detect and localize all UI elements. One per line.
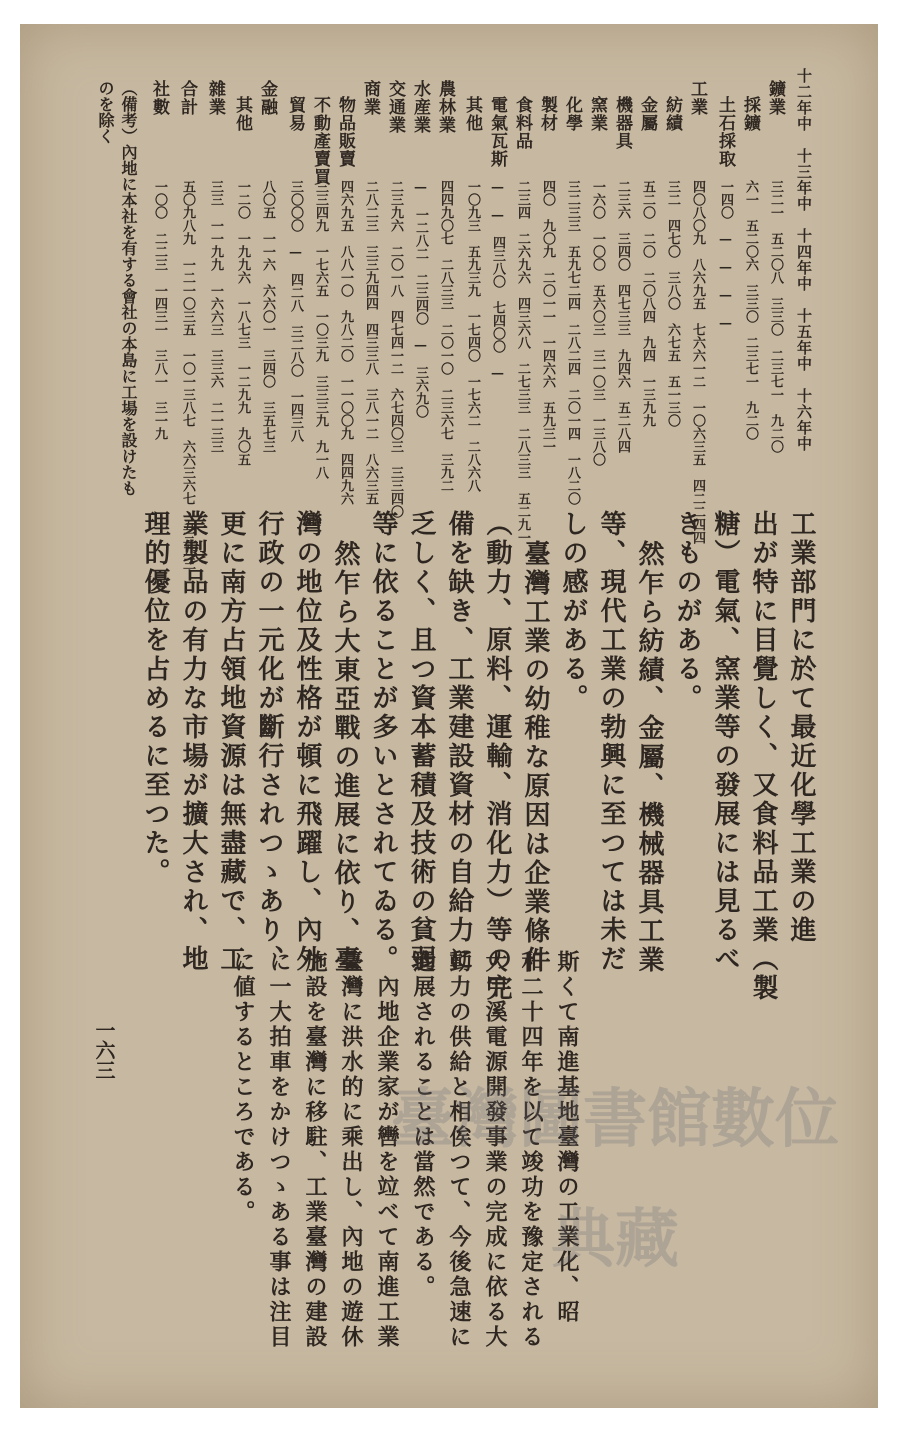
library-watermark: 臺灣圖書館數位典藏 xyxy=(391,1082,839,1277)
table-row xyxy=(175,80,200,570)
row-label: 水産業 xyxy=(410,80,430,134)
text-line: しの感がある。 xyxy=(558,510,588,713)
text-line: 施設を臺灣に移駐、工業臺灣の建設 xyxy=(302,950,328,1350)
row-label: 其他 xyxy=(462,96,482,132)
text-line: 糖）電氣、窯業等の發展には見るべ xyxy=(710,510,740,974)
table-row xyxy=(433,80,458,492)
row-values: 三三 一一九九 一六六三 三三六 二一三三 xyxy=(208,180,223,453)
text-line: 然乍ら大東亞戰の進展に依り、臺 xyxy=(330,540,360,975)
row-label: 雜業 xyxy=(205,80,225,116)
row-values: 四四九〇七 二八三三 二〇一〇 二三六七 三九二 xyxy=(438,180,453,492)
row-values: 六一 五二〇六 三三〇 二三七一 九二〇 xyxy=(743,180,758,440)
row-values: 一四〇 — — — — xyxy=(718,180,733,331)
text-line: 工業部門に於て最近化學工業の進 xyxy=(786,510,816,945)
table-row xyxy=(560,80,585,505)
table-row xyxy=(408,80,433,418)
table-row xyxy=(660,80,685,427)
text-line: 業製品の有力な市場が擴大され、地 xyxy=(178,510,208,974)
row-label: 土石採取 xyxy=(715,96,735,168)
row-values: — 一二八二 二三四〇 — 三六九〇 xyxy=(413,180,428,418)
row-values: 五〇九八九 一二一〇三五 一〇一三八七 六六三六七 五三九三 xyxy=(180,180,195,570)
row-label: 鑛業 xyxy=(765,80,785,116)
row-values: 八〇五 一一六 六六〇一 三四〇 三五七三 xyxy=(260,180,275,453)
table-row xyxy=(610,80,635,453)
text-line: 進展されることは當然である。 xyxy=(410,950,436,1300)
row-values: 三二一 五二〇八 三三〇 二三七一 九二〇 xyxy=(768,180,783,453)
row-label: 農林業 xyxy=(435,80,455,134)
table-row xyxy=(383,80,408,518)
row-values: 二三四 二六九六 四三六八 二七三三 二八三三 五二九一 xyxy=(515,180,530,544)
row-label: 工業 xyxy=(687,80,707,116)
text-line: 斯くて南進基地臺灣の工業化、昭 xyxy=(554,950,580,1325)
table-row xyxy=(713,80,738,331)
row-values: 二三九六 二〇一八 四七四一二 六七四〇三 三三四〇 xyxy=(388,180,403,518)
row-values: — — 四三八〇 七四〇〇 — xyxy=(490,180,505,381)
row-values: 三〇〇〇 — 四二八 三二八〇 一四三八 xyxy=(288,180,303,442)
table-row xyxy=(308,80,333,479)
row-values: 一六〇 一〇〇 五六〇三 三一〇三 一三八〇 xyxy=(590,180,605,466)
table-row xyxy=(147,80,172,440)
row-label: 合計 xyxy=(177,80,197,116)
row-label: 交通業 xyxy=(385,80,405,134)
row-values: 四〇八〇九 八六九五 七六六一二 一〇六三五 四二二四四 xyxy=(690,180,705,544)
text-line: 乏しく、且つ資本蓄積及技術の貧弱 xyxy=(406,510,436,974)
table-row xyxy=(763,80,788,453)
row-values: 三二 四七〇 三八〇 六七五 五一三〇 xyxy=(665,180,680,427)
row-values: 三二三三 五九七二四 二八二四 二〇一四 一八二〇 xyxy=(565,180,580,505)
text-line: 行政の一元化が斷行されつゝあり、 xyxy=(254,510,284,974)
table-row xyxy=(358,80,383,505)
row-values: 一〇九三 五九三九 一七四〇 一七六二 二八六八 xyxy=(465,180,480,492)
table-row xyxy=(230,80,255,466)
row-label: 化學 xyxy=(562,96,582,132)
text-line: 備を缺き、工業建設資材の自給力に xyxy=(444,510,474,974)
row-label: 其他 xyxy=(232,96,252,132)
row-values: 四六九五 八八一〇 九八二〇 一一〇〇九 四四九六 xyxy=(338,180,353,505)
row-label: 不動產賣買 xyxy=(310,96,330,186)
row-label: 金融 xyxy=(257,80,277,116)
table-row xyxy=(255,80,280,453)
table-note: （備考）內地に本社を有する會社の本島に工場を設けたものを除く xyxy=(96,80,138,496)
text-line: きものがある。 xyxy=(672,510,702,713)
row-values: 二八二三 三三九四四 四三三八 三八一二 八六三五 xyxy=(363,180,378,505)
row-values: 三三四九 一七六五 一〇三九 三三三九 九一八 xyxy=(313,180,328,479)
row-label: 採鑛 xyxy=(740,96,760,132)
row-label: 金屬 xyxy=(637,96,657,132)
table-row xyxy=(510,80,535,544)
table-row xyxy=(535,80,560,453)
text-line: 等に依ることが多いとされてゐる。 xyxy=(368,510,398,974)
text-line: 動力の供給と相俟つて、今後急速に xyxy=(446,950,472,1350)
table-row xyxy=(485,80,510,381)
row-label: 紡績 xyxy=(662,96,682,132)
row-label: 機器具 xyxy=(612,96,632,150)
table-row xyxy=(283,80,308,442)
table-row xyxy=(635,80,660,427)
row-label: 食料品 xyxy=(512,96,532,150)
row-label: 製材 xyxy=(537,96,557,132)
row-label: 社數 xyxy=(149,80,169,116)
table-row xyxy=(585,80,610,466)
text-line: 臺灣工業の幼稚な原因は企業條件 xyxy=(520,540,550,975)
text-line: に値するところである。 xyxy=(230,950,256,1225)
row-label: 商業 xyxy=(360,80,380,116)
text-line: （動力、原料、運輸、消化力）等の完 xyxy=(482,510,512,1003)
text-line: 灣の地位及性格が頓に飛躍し、內外 xyxy=(292,510,322,974)
row-label: 窯業 xyxy=(587,96,607,132)
text-line: 更に南方占領地資源は無盡藏で、工 xyxy=(216,510,246,974)
row-values: 四〇 九〇九 二〇一一 一四六六 五九三一 xyxy=(540,180,555,453)
text-line: 臺灣に洪水的に乘出し、內地の遊休 xyxy=(338,950,364,1350)
row-values: 一〇〇 二二三 一四三一 三八一 三一九 xyxy=(152,180,167,440)
text-line: 等、現代工業の勃興に至つては未だ xyxy=(596,510,626,974)
table-row xyxy=(203,80,228,453)
row-label: 物品販賣 xyxy=(335,96,355,168)
table-row xyxy=(333,80,358,505)
text-line: 然乍ら紡績、金屬、機械器具工業 xyxy=(634,540,664,975)
page-number: 一六三 xyxy=(92,1020,116,1080)
text-line: 理的優位を占めるに至つた。 xyxy=(140,510,170,887)
row-values: 二三六 三四〇 四七三三 九四六 五二八四 xyxy=(615,180,630,453)
row-label: 電氣瓦斯 xyxy=(487,96,507,168)
row-values: 五二〇 二〇 二〇八四 九四 一三九九 xyxy=(640,180,655,427)
text-line: に一大拍車をかけつゝある事は注目 xyxy=(266,950,292,1350)
text-line: 和二十四年を以て竣功を豫定される xyxy=(518,950,544,1350)
row-label: 貿易 xyxy=(285,96,305,132)
text-line: 大甲溪電源開發事業の完成に依る大 xyxy=(482,950,508,1350)
text-line: 出が特に目覺しく、又食料品工業（製 xyxy=(748,510,778,1003)
table-header: 十二年中 十三年中 十四年中 十五年中 十六年中 xyxy=(795,68,813,452)
table-row xyxy=(738,80,763,440)
text-line: 內地企業家が轡を竝べて南進工業 xyxy=(374,975,400,1350)
table-row xyxy=(460,80,485,492)
table-row xyxy=(685,80,710,544)
row-values: 一二〇 一九九六 一八七三 一二九九 九〇五 xyxy=(235,180,250,466)
